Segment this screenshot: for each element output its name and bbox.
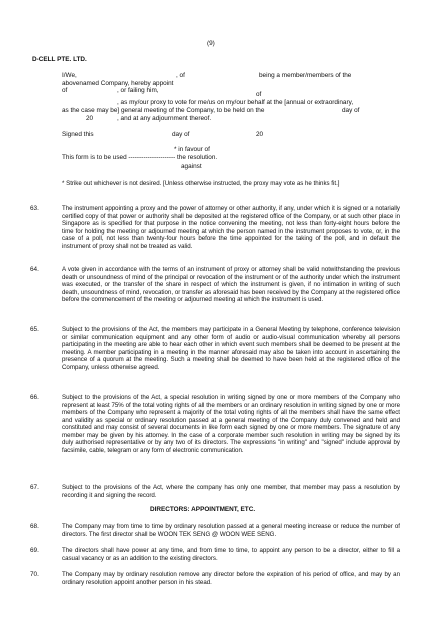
article-number: 67.: [30, 484, 39, 491]
page-number: (9): [207, 40, 215, 47]
article-number: 63.: [30, 205, 39, 212]
article-text: The Company may by ordinary resolution remove any director before the expiration of his period of office, and may by an ordinary resolution appoint another person in his stead.: [62, 571, 400, 586]
article-number: 68.: [30, 523, 39, 530]
signed-this: Signed this: [62, 131, 94, 138]
proxy-being-member: being a member/members of the: [259, 72, 352, 79]
company-name: D-CELL PTE. LTD.: [32, 56, 87, 63]
against-label: against: [181, 163, 202, 170]
proxy-or-failing: , or failing him,: [117, 87, 159, 94]
article-text: The directors shall have power at any time, and from time to time, to appoint any person to be a director, either to fill a casual vacancy or as an addition to the existing directors.: [62, 547, 400, 562]
proxy-day-of: day of: [342, 107, 360, 114]
section-heading: DIRECTORS: APPOINTMENT, ETC.: [150, 506, 256, 513]
proxy-of-2: of: [62, 87, 68, 94]
signed-day-of: day of: [172, 131, 190, 138]
proxy-abovenamed: abovenamed Company, hereby appoint: [62, 80, 174, 87]
proxy-of-1: , of: [176, 72, 185, 79]
signed-year: 20: [256, 131, 264, 138]
proxy-line: , as my/our proxy to vote for me/us on my/our behalf at the [annual or extraordinary,: [117, 99, 354, 106]
form-used-line: This form is to be used ---------------------- the resolution.: [62, 154, 218, 161]
article-text: The Company may from time to time by ordinary resolution passed at a general meeting increase or reduce the number of directors. The first director shall be WOON TEK SENG @ WOON WEE SENG.: [62, 523, 400, 538]
article-text: The instrument appointing a proxy and the power of attorney or other authority, if any, under which it is signed or a notarially certified copy of that power or authority shall be deposited at the registered office of the Company, or at such other place in Singapore as is specified for that purpose in the notice convening the meeting, not less than forty-eight hours before the time for holding the meeting or adjourned meeting at which the person named in the instrument proposes to vote, or, in the case of a poll, not less than twenty-four hours before the time appointed for the taking of the poll, and in default the instrument of proxy shall not be treated as valid.: [62, 205, 400, 250]
proxy-as-the-case: as the case may be] general meeting of the Company, to be held on the: [62, 107, 265, 114]
proxy-we: I/We,: [62, 72, 77, 79]
article-number: 65.: [30, 326, 39, 333]
article-number: 66.: [30, 394, 39, 401]
article-number: 70.: [30, 571, 39, 578]
article-text: Subject to the provisions of the Act, the members may participate in a General Meeting by telephone, conference television or similar communication equipment and any other form of audio or audio-visual communication whereby all persons participating in the meeting are able to hear each other in which event such members shall be deemed to be present at the meeting. A member participating in a meeting in the manner aforesaid may also be taken into account in ascertaining the presence of a quorum at the meeting. Such a meeting shall be deemed to have been held at the registered office of the Company, unless otherwise agreed.: [62, 326, 400, 371]
proxy-adjournment: , and at any adjournment thereof.: [117, 115, 212, 122]
article-number: 69.: [30, 547, 39, 554]
article-text: Subject to the provisions of the Act, where the company has only one member, that member may pass a resolution by recording it and signing the record.: [62, 484, 400, 499]
in-favour-of: * in favour of: [174, 146, 210, 153]
article-text: A vote given in accordance with the terms of an instrument of proxy or attorney shall be valid notwithstanding the previous death or unsoundness of mind of the principal or revocation of the instrument or of the authority under which the instrument was executed, or the transfer of the share in respect of which the instrument is given, if no intimation in writing of such death, unsoundness of mind, revocation, or transfer as aforesaid has been received by the Company at the registered office before the commencement of the meeting or adjourned meeting at which the instrument is used.: [62, 266, 400, 304]
article-number: 64.: [30, 266, 39, 273]
proxy-year-prefix: 20: [86, 115, 94, 122]
proxy-of-3: of: [256, 91, 262, 98]
article-text: Subject to the provisions of the Act, a special resolution in writing signed by one or more members of the Company who represent at least 75% of the total voting rights of all the members or an ordinary resolution in writing signed by one or more members of the Company who represent a majority of the total voting rights of all the members shall have the same effect and validity as special or ordinary resolution passed at a general meeting of the Company duly convened and held and constituted and may consist of several documents in like form each signed by one or more members. The signature of any member may be given by his attorney. In the case of a corporate member such resolution in writing may be signed by its duly authorised representative or by any two of its directors. The expressions "in writing" and "signed" include approval by facsimile, cable, telegram or any form of electronic communication.: [62, 394, 400, 454]
strike-out-note: * Strike out whichever is not desired. [Unless otherwise instructed, the proxy may vote as he thinks fit.]: [62, 180, 340, 187]
